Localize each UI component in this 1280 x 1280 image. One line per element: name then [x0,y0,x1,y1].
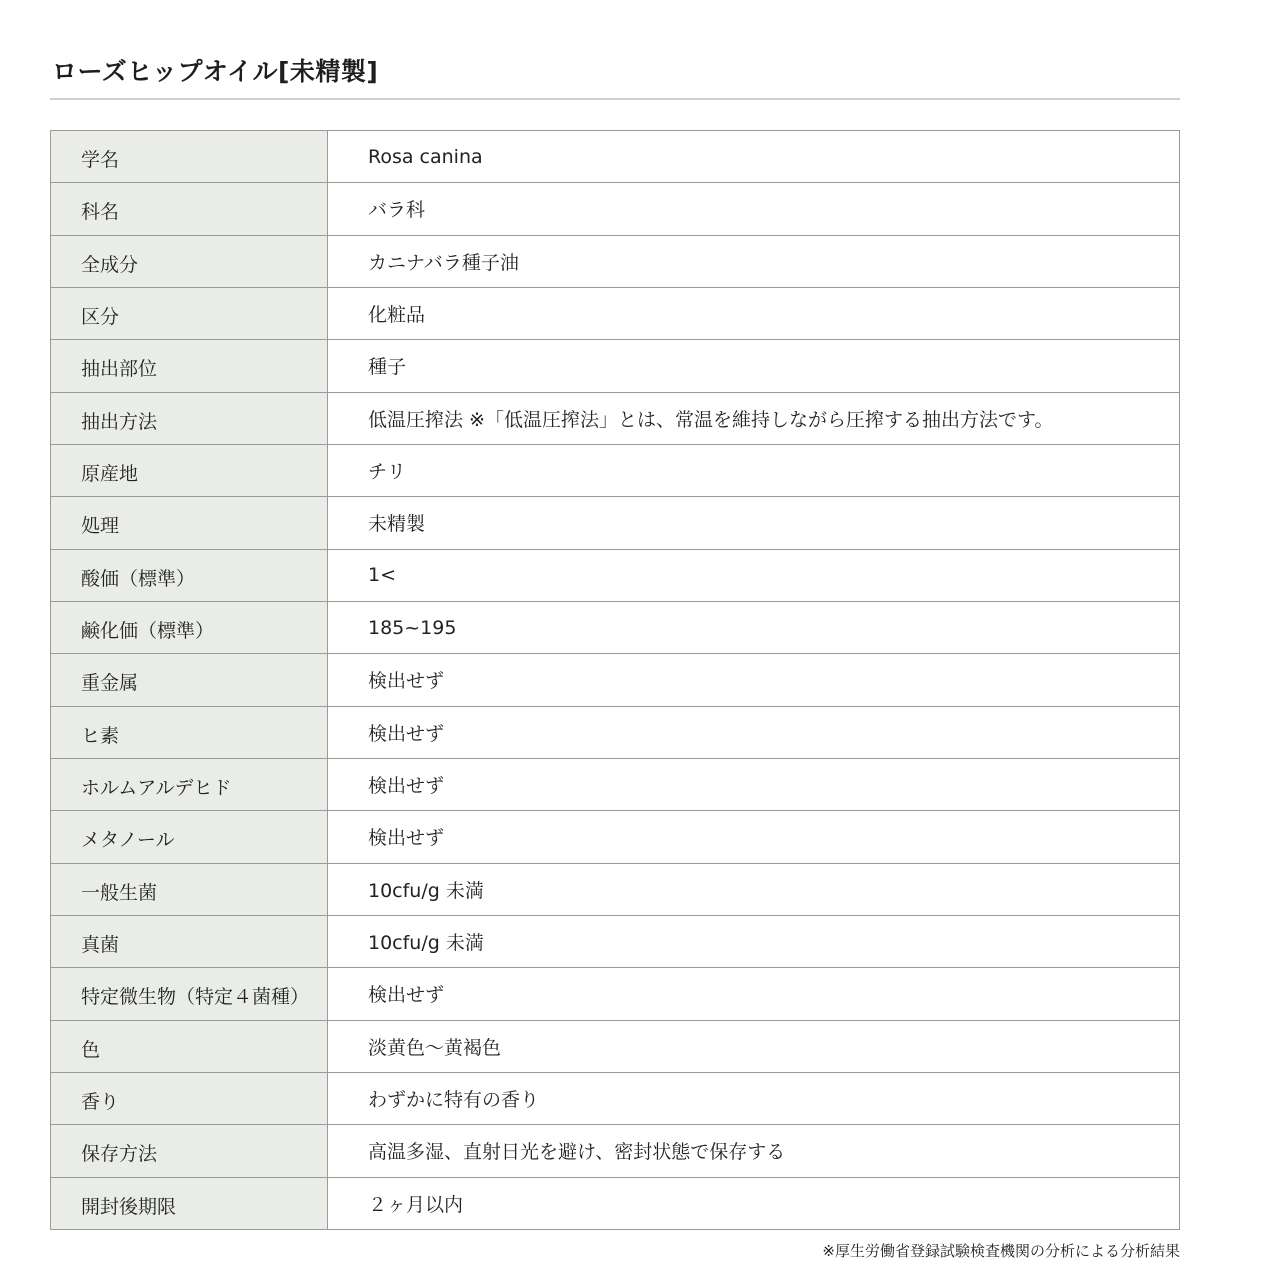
row-value: 検出せず [328,968,1180,1020]
row-label: 全成分 [51,235,328,287]
row-value: Rosa canina [328,131,1180,183]
row-value: 検出せず [328,811,1180,863]
table-row [51,235,1180,287]
row-label: 重金属 [51,654,328,706]
row-value: わずかに特有の香り [328,1072,1180,1124]
table-row [51,863,1180,915]
row-label: 酸価（標準） [51,549,328,601]
table-row [51,706,1180,758]
table-row [51,340,1180,392]
row-label: 真菌 [51,915,328,967]
table-row [51,497,1180,549]
row-value: 未精製 [328,497,1180,549]
table-row [51,392,1180,444]
row-label: メタノール [51,811,328,863]
table-row [51,1125,1180,1177]
row-value: 検出せず [328,758,1180,810]
row-label: 一般生菌 [51,863,328,915]
table-row [51,601,1180,653]
row-label: 科名 [51,183,328,235]
row-value: 検出せず [328,706,1180,758]
row-label: 学名 [51,131,328,183]
spec-table [50,130,1180,1230]
row-label: 原産地 [51,444,328,496]
row-label: ホルムアルデヒド [51,758,328,810]
table-row [51,968,1180,1020]
row-value: 185~195 [328,601,1180,653]
table-row [51,183,1180,235]
analysis-footnote: ※厚生労働省登録試験検査機関の分析による分析結果 [822,1242,1180,1260]
row-value: 検出せず [328,654,1180,706]
row-value: 種子 [328,340,1180,392]
row-value: バラ科 [328,183,1180,235]
row-label: 抽出部位 [51,340,328,392]
table-row [51,758,1180,810]
row-value: 10cfu/g 未満 [328,863,1180,915]
title-divider [50,98,1180,100]
row-label: 色 [51,1020,328,1072]
row-value: チリ [328,444,1180,496]
table-row [51,131,1180,183]
row-value: 低温圧搾法 ※「低温圧搾法」とは、常温を維持しながら圧搾する抽出方法です。 [328,392,1180,444]
row-value: 化粧品 [328,287,1180,339]
row-label: ヒ素 [51,706,328,758]
row-label: 区分 [51,287,328,339]
table-row [51,287,1180,339]
row-label: 香り [51,1072,328,1124]
table-row [51,549,1180,601]
row-value: 10cfu/g 未満 [328,915,1180,967]
row-label: 処理 [51,497,328,549]
table-row [51,444,1180,496]
row-label: 開封後期限 [51,1177,328,1229]
table-row [51,915,1180,967]
row-label: 特定微生物（特定４菌種） [51,968,328,1020]
row-label: 抽出方法 [51,392,328,444]
page-title: ローズヒップオイル[未精製] [52,57,379,86]
row-value: 高温多湿、直射日光を避け、密封状態で保存する [328,1125,1180,1177]
table-row [51,1020,1180,1072]
table-row [51,811,1180,863]
table-row [51,1177,1180,1229]
row-value: ２ヶ月以内 [328,1177,1180,1229]
row-value: 淡黄色～黄褐色 [328,1020,1180,1072]
table-row [51,1072,1180,1124]
row-label: 鹸化価（標準） [51,601,328,653]
row-label: 保存方法 [51,1125,328,1177]
row-value: カニナバラ種子油 [328,235,1180,287]
table-row [51,654,1180,706]
row-value: 1< [328,549,1180,601]
